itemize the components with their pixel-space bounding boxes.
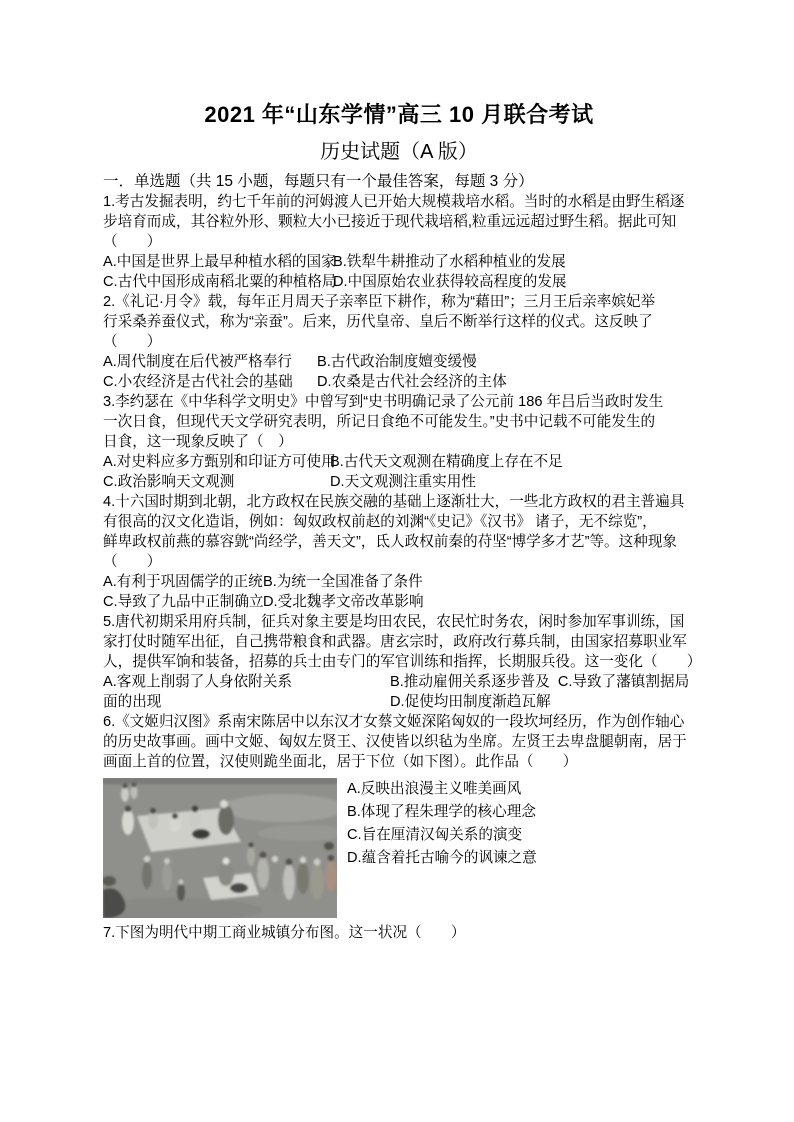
option-row xyxy=(103,592,695,612)
option-d: D.天文观测注重实用性 xyxy=(330,474,476,490)
option-row xyxy=(103,672,695,692)
question-stem-line: （ ） xyxy=(103,554,162,570)
page-content xyxy=(103,100,702,943)
option-b-c: B.推动雇佣关系逐步普及 C.导致了藩镇割据局 xyxy=(390,674,690,690)
question-stem-line: 行采桑养蚕仪式，称为“亲蚕”。后来，历代皇帝、皇后不断举行这样的仪式。这反映了 xyxy=(103,314,653,330)
wenji-guihan-painting-image xyxy=(103,778,337,918)
question-stem-line: 步培育而成，其谷粒外形、颗粒大小已接近于现代栽培稻,粒重远远超过野生稻。据此可知 xyxy=(103,214,677,230)
option-d: D.农桑是古代社会经济的主体 xyxy=(317,374,507,390)
option-row xyxy=(103,372,695,392)
question-2 xyxy=(103,292,695,392)
option-b: B.古代天文观测在精确度上存在不足 xyxy=(330,454,563,470)
option-c-wrap: 面的出现 xyxy=(103,694,162,710)
exam-subtitle: 历史试题（A 版） xyxy=(320,141,478,163)
option-d: D.蕴含着托古喻今的讽谏之意 xyxy=(347,850,537,866)
question-stem-line: 2.《礼记·月令》载，每年正月周天子亲率臣下耕作，称为“藉田”；三月王后亲率嫔妃举 xyxy=(103,294,656,310)
option-a: A.周代制度在后代被严格奉行 xyxy=(103,354,292,370)
option-row xyxy=(103,472,695,492)
question-4 xyxy=(103,492,695,612)
option-a: A.反映出浪漫主义唯美画风 xyxy=(347,781,522,797)
question-stem-line: 1.考古发掘表明，约七千年前的河姆渡人已开始大规模栽培水稻。当时的水稻是由野生稻逐 xyxy=(103,194,685,210)
question-1 xyxy=(103,192,695,292)
question-7 xyxy=(103,923,695,943)
question-stem-line: 画面上首的位置，汉使则跪坐面北，居于下位（如下图）。此作品（ ） xyxy=(103,754,578,770)
question-6 xyxy=(103,712,695,918)
option-b: B.古代政治制度嬗变缓慢 xyxy=(317,354,477,370)
question-3 xyxy=(103,392,695,492)
question-stem-line: （ ） xyxy=(103,334,162,350)
option-d: D.促使均田制度渐趋瓦解 xyxy=(390,694,551,710)
option-c: C.古代中国形成南稻北粟的种植格局 xyxy=(103,274,337,290)
option-row xyxy=(103,272,695,292)
option-c: C.政治影响天文观测 xyxy=(103,474,235,490)
question-stem-line: 家打仗时随军出征，自己携带粮食和武器。唐玄宗时，政府改行募兵制，由国家招募职业军 xyxy=(103,634,687,650)
question-stem-line: 6.《文姬归汉图》系南宋陈居中以东汉才女蔡文姬深陷匈奴的一段坎坷经历，作为创作轴心 xyxy=(103,714,685,730)
option-b: B.铁犁牛耕推动了水稻种植业的发展 xyxy=(333,254,566,270)
option-c: C.导致了九品中正制确立 xyxy=(103,594,264,610)
option-row xyxy=(103,252,695,272)
option-row xyxy=(103,572,695,592)
option-d: D.中国原始农业获得较高程度的发展 xyxy=(333,274,567,290)
question-stem-line: 有很高的汉文化造诣，例如：匈奴政权前赵的刘渊“《史记》《汉书》 诸子，无不综览”， xyxy=(103,514,657,530)
option-b: B.体现了程朱理学的核心理念 xyxy=(347,804,536,820)
question-5 xyxy=(103,612,702,712)
option-row xyxy=(103,452,695,472)
question-6-options xyxy=(347,778,537,870)
option-a: A.有利于巩固儒学的正统 xyxy=(103,574,263,590)
question-stem-line: （ ） xyxy=(103,234,162,250)
section-heading: 一．单选题（共 15 小题，每题只有一个最佳答案，每题 3 分） xyxy=(103,173,534,190)
exam-title: 2021 年“山东学情”高三 10 月联合考试 xyxy=(204,102,594,127)
option-b: B.为统一全国准备了条件 xyxy=(263,574,423,590)
option-a: A.客观上削弱了人身依附关系 xyxy=(103,674,292,690)
question-stem-line: 的历史故事画。画中文姬、匈奴左贤王、汉使皆以织毡为坐席。左贤王去卑盘腿朝南，居于 xyxy=(103,734,687,750)
question-stem-line: 鲜卑政权前燕的慕容皝“尚经学，善天文”，氐人政权前秦的苻坚“博学多才艺”等。这种现象 xyxy=(103,534,678,550)
question-6-figure-row xyxy=(103,778,695,918)
option-row xyxy=(103,692,695,712)
option-c: C.旨在厘清汉匈关系的演变 xyxy=(347,827,523,843)
option-d: D.受北魏孝文帝改革影响 xyxy=(263,594,424,610)
option-a: A.中国是世界上最早种植水稻的国家 xyxy=(103,254,336,270)
question-stem-line: 5.唐代初期采用府兵制，征兵对象主要是均田农民，农民忙时务农，闲时参加军事训练，国 xyxy=(103,614,685,630)
question-stem-line: 人，提供军饷和装备，招募的兵士由专门的军官训练和指挥，长期服兵役。这一变化（ ） xyxy=(103,654,702,670)
option-c: C.小农经济是古代社会的基础 xyxy=(103,374,293,390)
option-a: A.对史料应多方甄别和印证方可使用 xyxy=(103,454,336,470)
question-stem-line: 3.李约瑟在《中华科学文明史》中曾写到“史书明确记录了公元前 186 年吕后当政时发生 xyxy=(103,394,664,410)
question-stem-line: 一次日食，但现代天文学研究表明，所记日食绝不可能发生。”史书中记载不可能发生的 xyxy=(103,414,656,430)
question-stem-line: 7.下图为明代中期工商业城镇分布图。这一状况（ ） xyxy=(103,925,466,941)
question-stem-line: 4.十六国时期到北朝，北方政权在民族交融的基础上逐渐壮大，一些北方政权的君主普遍具 xyxy=(103,494,685,510)
question-stem-line: 日食，这一现象反映了（ ） xyxy=(103,434,293,450)
option-row xyxy=(103,352,695,372)
